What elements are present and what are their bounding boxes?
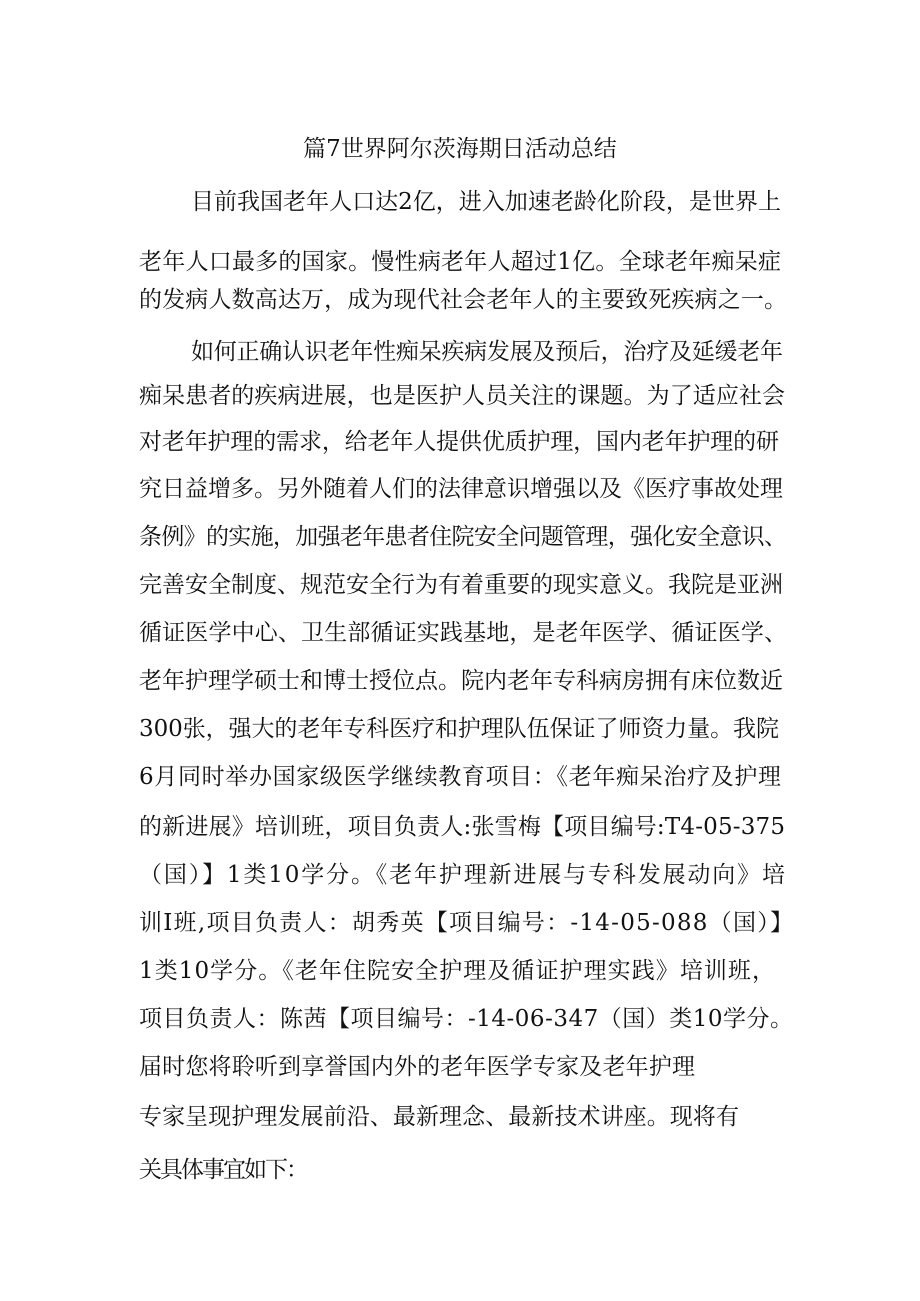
paragraph-1-line-3: 的发病人数高达万，成为现代社会老年人的主要致死疾病之一。 [139, 287, 788, 313]
paragraph-2-line-3: 对老年护理的需求，给老年人提供优质护理，国内老年护理的研 [139, 429, 779, 455]
paragraph-2-line-17: 专家呈现护理发展前沿、最新理念、最新技术讲座。现将有 [139, 1104, 740, 1130]
document-title: 篇7世界阿尔茨海期日活动总结 [303, 136, 617, 162]
paragraph-2-line-11: 的新进展》培训班，项目负责人:张雪梅【项目编号:T4-05-375 [139, 814, 786, 840]
paragraph-2-line-8: 老年护理学硕士和博士授位点。院内老年专科病房拥有床位数近 [139, 668, 783, 694]
paragraph-2-line-2: 痴呆患者的疾病进展，也是医护人员关注的课题。为了适应社会 [139, 383, 786, 409]
paragraph-2-line-14: 1类10学分。《老年住院安全护理及循证护理实践》培训班， [139, 958, 777, 984]
paragraph-2-line-7: 循证医学中心、卫生部循证实践基地，是老年医学、循证医学、 [139, 620, 788, 646]
paragraph-2-line-1: 如何正确认识老年性痴呆疾病发展及预后，治疗及延缓老年 [191, 339, 783, 365]
paragraph-1-line-1: 目前我国老年人口达2亿，进入加速老龄化阶段，是世界上 [191, 189, 782, 215]
paragraph-2-line-18: 关具体事宜如下： [139, 1157, 307, 1183]
paragraph-2-line-4: 究日益增多。另外随着人们的法律意识增强以及《医疗事故处理 [139, 476, 783, 502]
paragraph-2-line-9: 300张，强大的老年专科医疗和护理队伍保证了师资力量。我院 [139, 716, 779, 742]
paragraph-2-line-12: （国）】1类10学分。《老年护理新进展与专科发展动向》培 [139, 862, 787, 888]
paragraph-2-line-6: 完善安全制度、规范安全行为有着重要的现实意义。我院是亚洲 [139, 572, 783, 598]
paragraph-2-line-16: 届时您将聆听到享誉国内外的老年医学专家及老年护理 [139, 1054, 696, 1080]
paragraph-2-line-13: 训I班,项目负责人：胡秀英【项目编号：-14-05-088（国）】 [139, 910, 795, 936]
paragraph-2-line-5: 条例》的实施，加强老年患者住院安全问题管理，强化安全意识、 [139, 524, 787, 550]
paragraph-1-line-2: 老年人口最多的国家。慢性病老年人超过1亿。全球老年痴呆症 [139, 249, 782, 275]
paragraph-2-line-15: 项目负责人：陈茜【项目编号：-14-06-347（国）类10学分。 [139, 1006, 794, 1032]
paragraph-2-line-10: 6月同时举办国家级医学继续教育项目：《老年痴呆治疗及护理 [139, 764, 782, 790]
